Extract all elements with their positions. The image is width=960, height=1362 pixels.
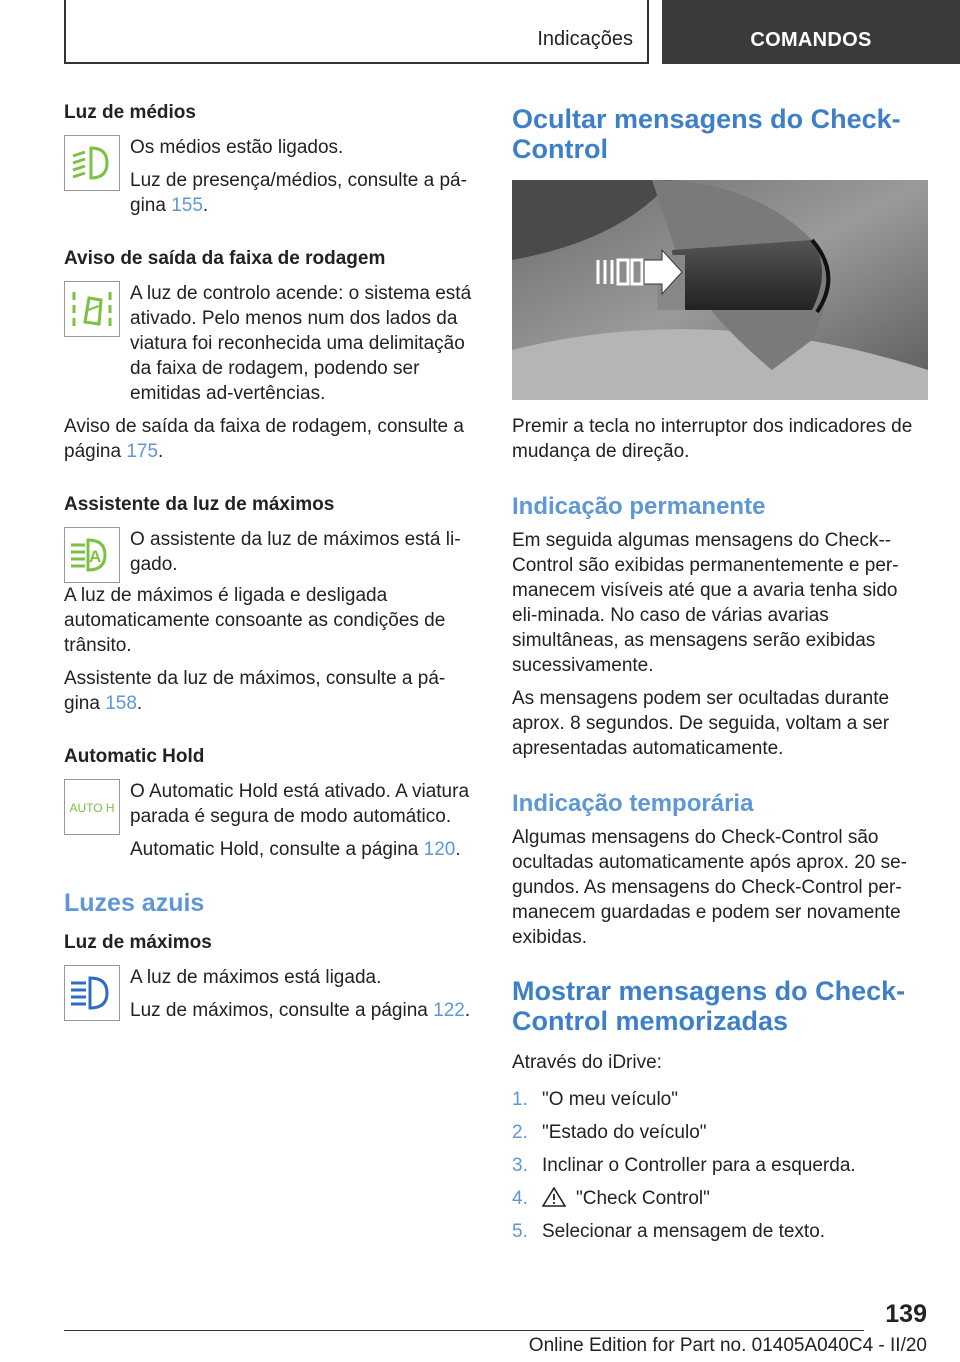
auto-hold-block: [64, 779, 476, 862]
auto-hold-icon: [64, 779, 120, 835]
temporary-display-p1: Algumas mensagens do Check-Control são ocultadas automaticamente após aprox. 20 se-gundos. As mensagens do Check-Control per-manecem guardadas e podem ser novamente exibidas.: [512, 827, 908, 948]
high-beam-assist-icon: [64, 527, 120, 583]
high-beam-assist-status: O assistente da luz de máximos está li-gado.: [130, 529, 461, 575]
lane-departure-title: Aviso de saída da faixa de rodagem: [64, 248, 386, 269]
lane-departure-block: [64, 281, 476, 406]
list-item: 4. "Check Control": [512, 1188, 710, 1209]
hide-messages-heading: Ocultar mensagens do Check-Control: [512, 104, 901, 164]
permanent-display-p2: As mensagens podem ser ocultadas durante aprox. 8 segundos. De seguida, voltam a ser apresentadas automaticamente.: [512, 688, 890, 759]
low-beam-title: Luz de médios: [64, 102, 196, 123]
list-item: 5. Selecionar a mensagem de texto.: [512, 1221, 826, 1242]
high-beam-page-link[interactable]: 122: [433, 1000, 465, 1021]
lane-departure-page-link[interactable]: 175: [126, 441, 159, 462]
high-beam-assist-block: [64, 527, 476, 583]
header-chapter-box: [662, 0, 960, 64]
header-section: Indicações: [537, 28, 633, 50]
high-beam-assist-page-link[interactable]: 158: [105, 693, 137, 714]
header-section-box: [64, 0, 649, 64]
permanent-display-p1: Em seguida algumas mensagens do Check--Control são exibidas permanentemente e per-manecem visíveis até que a avaria tenha sido eli-minada. No caso de várias avarias simultâneas, as mensagens serão exibidas sucessivamente.: [512, 530, 899, 676]
high-beam-assist-reference: Assistente da luz de máximos, consulte a pá-gina 158.: [64, 668, 446, 714]
list-item: 3. Inclinar o Controller para a esquerda.: [512, 1155, 856, 1176]
list-item: 1. "O meu veículo": [512, 1089, 678, 1110]
show-messages-heading: Mostrar mensagens do Check-Control memorizadas: [512, 976, 906, 1036]
blue-lights-heading: Luzes azuis: [64, 889, 205, 917]
low-beam-block: [64, 135, 476, 218]
photo-caption: Premir a tecla no interruptor dos indicadores de mudança de direção.: [512, 416, 913, 462]
right-column: [512, 104, 928, 1252]
turn-signal-stalk-photo: [512, 180, 928, 400]
lane-departure-icon: [64, 281, 120, 337]
via-idrive: Através do iDrive:: [512, 1052, 662, 1073]
auto-hold-status: O Automatic Hold está ativado. A viatura parada é segura de modo automático.: [130, 781, 470, 827]
footer-edition: Online Edition for Part no. 01405A040C4 - II/20: [528, 1335, 927, 1356]
auto-hold-icon-label: AUTO H: [69, 801, 115, 815]
auto-hold-title: Automatic Hold: [64, 746, 205, 767]
footer-divider: [64, 1330, 864, 1331]
low-beam-reference: Luz de presença/médios, consulte a pá-gina 155.: [130, 170, 467, 216]
svg-text:A: A: [89, 547, 102, 566]
low-beam-indicator-icon: [64, 135, 120, 191]
low-beam-status: Os médios estão ligados.: [130, 137, 344, 158]
auto-hold-page-link[interactable]: 120: [423, 839, 456, 860]
high-beam-reference: Luz de máximos, consulte a página 122.: [130, 1000, 471, 1021]
warning-triangle-icon: [542, 1187, 566, 1207]
high-beam-title: Luz de máximos: [64, 932, 212, 953]
high-beam-block: [64, 965, 476, 1023]
high-beam-status: A luz de máximos está ligada.: [130, 967, 382, 988]
high-beam-assist-description: A luz de máximos é ligada e desligada automaticamente consoante as condições de trânsito.: [64, 585, 446, 656]
temporary-display-heading: Indicação temporária: [512, 790, 754, 817]
page-number: 139: [885, 1300, 927, 1328]
permanent-display-heading: Indicação permanente: [512, 493, 766, 520]
high-beam-icon: [64, 965, 120, 1021]
high-beam-assist-title: Assistente da luz de máximos: [64, 494, 335, 515]
left-column: [64, 100, 476, 1031]
lane-departure-description: A luz de controlo acende: o sistema está ativado. Pelo menos num dos lados da viatura foi reconhecida uma delimitação da faixa de rodagem, podendo ser emitidas ad-vertências.: [130, 283, 472, 404]
list-item: 2. "Estado do veículo": [512, 1122, 707, 1143]
auto-hold-reference: Automatic Hold, consulte a página 120.: [130, 839, 461, 860]
low-beam-page-link[interactable]: 155: [171, 195, 203, 216]
lane-departure-reference: Aviso de saída da faixa de rodagem, consulte a página 175.: [64, 416, 464, 462]
header-chapter: COMANDOS: [750, 29, 872, 51]
steps-list: [512, 1087, 928, 1244]
